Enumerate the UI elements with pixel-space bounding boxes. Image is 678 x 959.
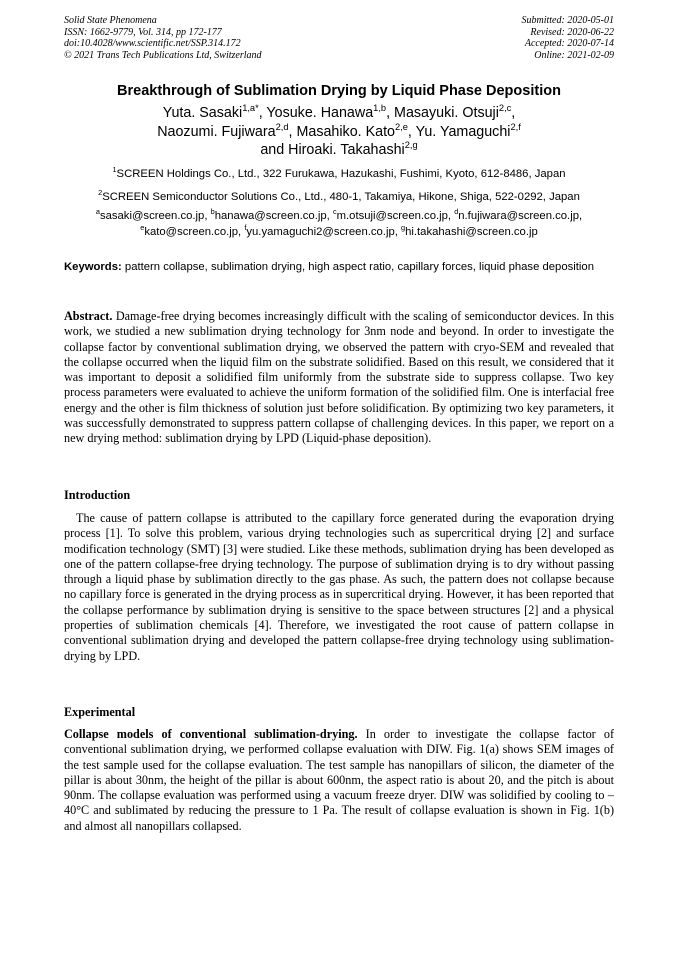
affiliation-text: SCREEN Semiconductor Solutions Co., Ltd., 480-1, Takamiya, Hikone, Shiga, 522-0292, Japan xyxy=(102,191,580,203)
keywords xyxy=(64,260,614,276)
accepted-date: Accepted: 2020-07-14 xyxy=(524,38,614,49)
email-address: yu.yamaguchi2@screen.co.jp, xyxy=(246,225,402,238)
email-address: m.otsuji@screen.co.jp, xyxy=(336,210,455,222)
abstract xyxy=(64,309,614,447)
email-address: n.fujiwara@screen.co.jp, xyxy=(458,210,583,222)
revised-date: Revised: 2020-06-22 xyxy=(530,26,614,38)
author-sup: 2,f xyxy=(510,121,521,132)
subsection-label: Collapse models of conventional sublimation-drying. xyxy=(64,727,358,741)
introduction-text: The cause of pattern collapse is attributed to the capillary force generated during the evaporation drying process [1]. To solve this problem, various drying technologies such as supercritical drying [2] and surface modification technology (SMT) [3] were studied. Like these methods, sublimation drying has been developed as one of the pattern collapse-free drying technology. The purpose of sublimation drying is to dry without passing through a liquid phase by sublimation directly to the gas phase. As such, the pattern does not collapse because no capillary force is generated in the drying process as in supercritical drying. However, it has been reported that the collapse performance by sublimation drying is sensitive to the space between structures [2] and a physical properties of sublimation chemicals [4]. Therefore, we investigated the root cause of pattern collapse in conventional sublimation drying and developed the pattern collapse-free drying technology using sublimation-drying by LPD. xyxy=(64,511,614,663)
affiliation-2 xyxy=(40,190,638,204)
author-name: Yuta. Sasaki xyxy=(162,105,243,121)
keywords-text: pattern collapse, sublimation drying, high aspect ratio, capillary forces, liquid phase deposition xyxy=(124,261,594,273)
abstract-text: Damage-free drying becomes increasingly difficult with the scaling of semiconductor devices. In this work, we studied a new sublimation drying technology for 3nm node and beyond. In order to investigate the collapse factor by conventional sublimation drying, we observed the pattern with cryo-SEM and revealed that the collapse occurred when the liquid film on the substrate solidified. Based on this result, we considered that it was important to deposit a solidified film uniformly from the substrate side to suppress collapse. Two key process parameters were evaluated to achieve the uniform formation of the solidified film. One is interfacial free energy and the other is film thickness of solution just before solidification. By optimizing two key parameters, it was successfully demonstrated to suppress pattern collapse of challenging devices. In this paper, we report on a new drying method: sublimation drying by LPD (Liquid-phase deposition). xyxy=(64,309,614,446)
author-sup: 1,b xyxy=(373,103,387,114)
copyright-line: © 2021 Trans Tech Publications Ltd, Switzerland xyxy=(64,49,262,61)
experimental-heading: Experimental xyxy=(64,705,136,719)
author-line-3 xyxy=(40,141,638,160)
author-sup: 2,e xyxy=(395,121,408,132)
affiliation-1 xyxy=(40,167,638,181)
affiliation-text: SCREEN Holdings Co., Ltd., 322 Furukawa, Hazukashi, Fushimi, Kyoto, 612-8486, Japan xyxy=(116,168,566,180)
abstract-label: Abstract. xyxy=(64,309,113,323)
author-sup: 1,a* xyxy=(242,103,259,114)
experimental-text: In order to investigate the collapse factor of conventional sublimation drying, we performed collapse evaluation with DIW. Fig. 1(a) shows SEM images of the test sample used for the collapse evaluation. The test sample has nanopillars of silicon, the diameter of the pillar is about 30nm, the height of the pillar is about 600nm, the aspect ratio is about 20, and the pitch is about 90nm. The collapse evaluation was performed using a vacuum freeze dryer. DIW was solidified by cooling to –40°C and sublimated by reducing the pressure to 1 Pa. The result of collapse evaluation is shown in Fig. 1(b) and almost all nanopillars collapsed. xyxy=(64,727,615,833)
email-address: hi.takahashi@screen.co.jp xyxy=(405,225,538,238)
doi-line: doi:10.4028/www.scientific.net/SSP.314.172 xyxy=(64,38,241,49)
email-address: sasaki@screen.co.jp, xyxy=(99,210,211,222)
issn-line: ISSN: 1662-9779, Vol. 314, pp 172-177 xyxy=(64,26,222,38)
author-sup: 2,g xyxy=(404,140,418,151)
author-name: Naozumi. Fujiwara xyxy=(157,123,276,140)
submitted-date: Submitted: 2020-05-01 xyxy=(521,15,614,26)
introduction-heading: Introduction xyxy=(64,488,131,502)
email-line-2: $^e$kato@screen.co.jp, $^f$yu.yamaguchi2@screen.co.jp, $^g$hi.takahashi@screen.co.jp xyxy=(140,222,538,238)
email-address: kato@screen.co.jp, xyxy=(144,225,245,238)
journal-name: Solid State Phenomena xyxy=(64,15,157,26)
keywords-label: Keywords: xyxy=(64,261,122,273)
online-date: Online: 2021-02-09 xyxy=(534,49,614,61)
author-name: Masahiko. Kato xyxy=(296,123,395,140)
journal-info xyxy=(64,15,262,61)
affiliation-sup: 1 xyxy=(112,165,117,175)
author-name: Yosuke. Hanawa xyxy=(266,105,374,121)
author-name: and Hiroaki. Takahashi xyxy=(260,142,405,158)
paper-title: Breakthrough of Sublimation Drying by Liquid Phase Deposition xyxy=(117,83,561,99)
email-line-1: $^a$sasaki@screen.co.jp, $^b$hanawa@screen.co.jp, $^c$m.otsuji@screen.co.jp, $^d$n.fujiwara@screen.co.jp, xyxy=(95,207,583,222)
publication-dates xyxy=(522,15,615,61)
email-address: hanawa@screen.co.jp, xyxy=(214,210,333,222)
email-list xyxy=(40,209,638,240)
affiliation-sup: 2 xyxy=(98,188,103,198)
author-line-2: Naozumi. Fujiwara$^{2,d}$, Masahiko. Kato$^{2,e}$, Yu. Yamaguchi$^{2,f}$ xyxy=(157,121,521,140)
author-name: Yu. Yamaguchi xyxy=(415,123,511,140)
author-sup: 2,d xyxy=(275,121,289,132)
author-list xyxy=(40,104,638,160)
author-sup: 2,c xyxy=(498,103,512,114)
author-name: Masayuki. Otsuji xyxy=(394,105,499,121)
author-line-1: Yuta. Sasaki$^{1,a*}$, Yosuke. Hanawa$^{1,b}$, Masayuki. Otsuji$^{2,c}$, xyxy=(162,103,516,121)
experimental-paragraph xyxy=(64,727,614,834)
